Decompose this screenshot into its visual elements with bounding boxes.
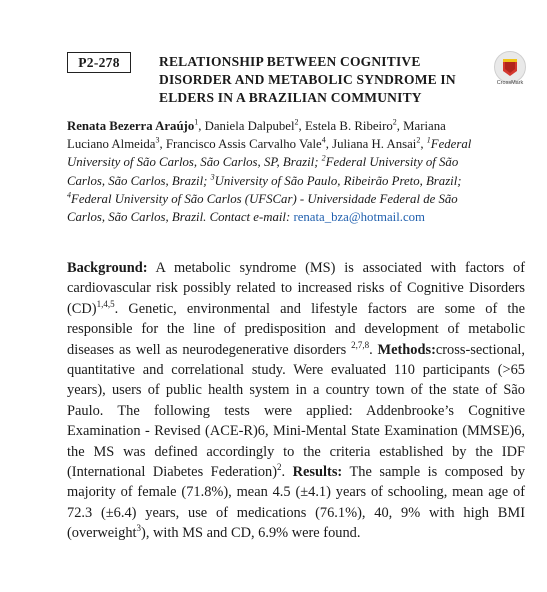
affiliation-text: University of São Paulo, Ribeirão Preto, Brazil; — [214, 173, 462, 188]
contact-email-link[interactable]: renata_bza@hotmail.com — [293, 210, 425, 225]
author-name: Daniela Dalpubel — [204, 119, 295, 133]
background-text: . Genetic, environmental and lifestyle factors are some of the responsible for the line of predisposition and development of metabolic diseases as well as neurodegenerative disorders — [67, 300, 525, 358]
affiliation-text: Federal University of São Carlos, São Carlos, Brazil; — [67, 155, 459, 188]
background-text: A metabolic syndrome (MS) is associated with factors of cardiovascular risk possibly related to increased risks of Cognitive Disorders (CD) — [67, 260, 525, 317]
affiliation-text: Federal University of São Carlos, São Carlos, SP, Brazil; — [67, 137, 472, 170]
methods-text: . — [281, 464, 293, 481]
crossmark-icon[interactable] — [493, 50, 527, 84]
author-sep: , — [325, 137, 333, 152]
affiliation-text: Federal University of São Carlos (UFSCar) - Universidade Federal de São Carlos, São Carlos, Brazil. — [67, 191, 458, 225]
citation-sup: 2 — [277, 462, 282, 473]
methods-text: cross-sectional, quantitative and correlational study. Were evaluated 110 participants (>65 years), users of public health system in a country town of the state of São Paulo. The following tests were applied: Addenbrooke’s Cognitive Examination - Revised (ACE-R)6, Mini-Mental State Examination (MMSE)6, the MS was defined accordingly to the criteria established by the IDF (International Diabetes Federation) — [67, 341, 525, 481]
contact-label: Contact e-mail: — [206, 210, 294, 225]
background-label: Background: — [67, 260, 148, 276]
author-sep: , — [198, 119, 205, 133]
affiliation-sup: 4 — [67, 190, 71, 200]
affiliation-sup: 2 — [321, 154, 326, 164]
results-text: ), with MS and CD, 6.9% were found. — [141, 525, 361, 542]
author-sup: 3 — [155, 135, 160, 145]
abstract-title: RELATIONSHIP BETWEEN COGNITIVE DISORDER AND METABOLIC SYNDROME IN ELDERS IN A BRAZILIAN COMMUNITY — [159, 54, 456, 105]
author-sep: , — [396, 119, 404, 133]
author-sep: , — [159, 137, 166, 152]
author-block: Renata Bezerra Araújo$^1$, Daniela Dalpubel$^2$, Estela B. Ribeiro$^2$, Mariana Luciano Almeida$^3$, Francisco Assis Carvalho Vale$^4$, Juliana H. Ansai$^2$, $^1$Federal University of São Carlos, São Carlos, SP, Brazil; $^2$Federal University of São Carlos, São Carlos, Brazil; $^3$University of São Paulo, Ribeirão Preto, Brazil; $^4$Federal University of São Carlos (UFSCar) - Universidade Federal de São Carlos, São Carlos, Brazil. Contact e-mail: renata_bza@hotmail.com — [67, 117, 472, 225]
citation-sup: 3 — [136, 523, 142, 534]
author-sup: 2 — [392, 117, 397, 127]
citation-sup: 2,7,8 — [351, 339, 370, 350]
abstract-header — [67, 52, 527, 112]
author-sup: 4 — [321, 135, 326, 145]
author-sup: 2 — [416, 135, 421, 145]
author-name: Juliana H. Ansai — [332, 137, 417, 152]
crossmark-label: CrossMark — [496, 80, 524, 86]
author-name: Mariana Luciano Almeida — [67, 119, 446, 152]
author-name: Estela B. Ribeiro — [304, 119, 393, 133]
affiliation-sup: 3 — [210, 172, 215, 182]
author-name: Francisco Assis Carvalho Vale — [165, 137, 322, 152]
author-sep: , — [298, 119, 305, 133]
author-sup: 1 — [194, 117, 199, 127]
abstract-code-box: P2-278 — [67, 52, 131, 73]
citation-sup: 1,4,5 — [96, 299, 115, 310]
abstract-body — [67, 258, 525, 544]
results-label: Results: — [292, 464, 343, 481]
background-text: . — [369, 341, 378, 358]
results-text: The sample is composed by majority of female (71.8%), mean 4.5 (±4.1) years of schooling, mean age of 72.3 (±6.4) years, use of medications (76.1%), 40, 9% with high BMI (overweight — [67, 464, 526, 542]
methods-label: Methods: — [377, 341, 436, 358]
affiliation-sup: 1 — [426, 135, 431, 145]
author-sup: 2 — [294, 117, 299, 127]
lead-author: Renata Bezerra Araújo — [67, 119, 195, 133]
